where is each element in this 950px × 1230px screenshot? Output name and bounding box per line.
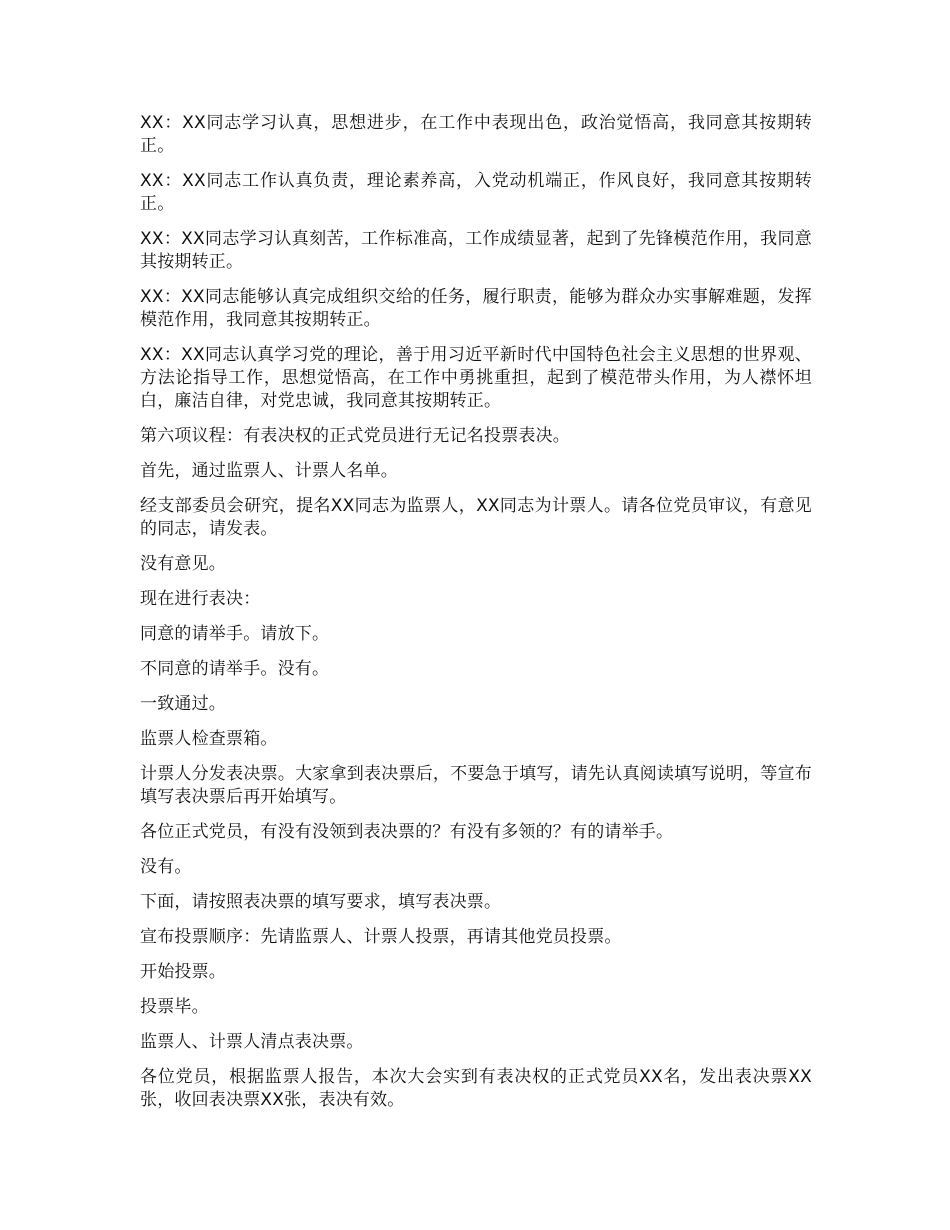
paragraph-voting-done: 投票毕。 xyxy=(140,997,209,1017)
paragraph-disagree-hands: 不同意的请举手。没有。 xyxy=(140,659,330,679)
paragraph-count-ballots: 监票人、计票人清点表决票。 xyxy=(140,1032,364,1052)
paragraph-opinion-4: XX：XX同志能够认真完成组织交给的任务，履行职责，能够为群众办实事解难题，发挥模范作用，我同意其按期转正。 xyxy=(140,287,812,330)
paragraph-fill-ballot: 下面，请按照表决票的填写要求，填写表决票。 xyxy=(140,892,502,912)
paragraph-check-box: 监票人检查票箱。 xyxy=(140,729,278,749)
paragraph-no-objection: 没有意见。 xyxy=(140,554,226,574)
paragraph-unanimous: 一致通过。 xyxy=(140,694,226,714)
paragraph-agree-hands: 同意的请举手。请放下。 xyxy=(140,624,330,644)
paragraph-opinion-3: XX：XX同志学习认真刻苦，工作标准高，工作成绩显著，起到了先锋模范作用，我同意其按期转正。 xyxy=(140,229,812,272)
paragraph-none: 没有。 xyxy=(140,857,192,877)
document-body xyxy=(140,112,812,1124)
paragraph-approve-list: 首先，通过监票人、计票人名单。 xyxy=(140,461,398,481)
paragraph-vote-order: 宣布投票顺序：先请监票人、计票人投票，再请其他党员投票。 xyxy=(140,927,622,947)
paragraph-nomination: 经支部委员会研究，提名XX同志为监票人，XX同志为计票人。请各位党员审议，有意见的同志，请发表。 xyxy=(140,496,812,539)
paragraph-begin-voting: 开始投票。 xyxy=(140,962,226,982)
paragraph-opinion-2: XX：XX同志工作认真负责，理论素养高，入党动机端正，作风良好，我同意其按期转正。 xyxy=(140,171,812,214)
paragraph-agenda-six: 第六项议程：有表决权的正式党员进行无记名投票表决。 xyxy=(140,426,570,446)
paragraph-distribute-ballots: 计票人分发表决票。大家拿到表决票后，不要急于填写，请先认真阅读填写说明，等宣布填写表决票后再开始填写。 xyxy=(140,764,812,807)
paragraph-opinion-5: XX：XX同志认真学习党的理论，善于用习近平新时代中国特色社会主义思想的世界观、方法论指导工作，思想觉悟高，在工作中勇挑重担，起到了模范带头作用，为人襟怀坦白，廉洁自律，对党忠诚，我同意其按期转正。 xyxy=(140,345,812,411)
paragraph-opinion-1: XX：XX同志学习认真，思想进步，在工作中表现出色，政治觉悟高，我同意其按期转正。 xyxy=(140,113,812,156)
paragraph-vote-report: 各位党员，根据监票人报告，本次大会实到有表决权的正式党员XX名，发出表决票XX张，收回表决票XX张，表决有效。 xyxy=(140,1067,812,1110)
paragraph-ballot-check: 各位正式党员，有没有没领到表决票的？有没有多领的？有的请举手。 xyxy=(140,822,674,842)
paragraph-start-vote: 现在进行表决： xyxy=(140,589,261,609)
